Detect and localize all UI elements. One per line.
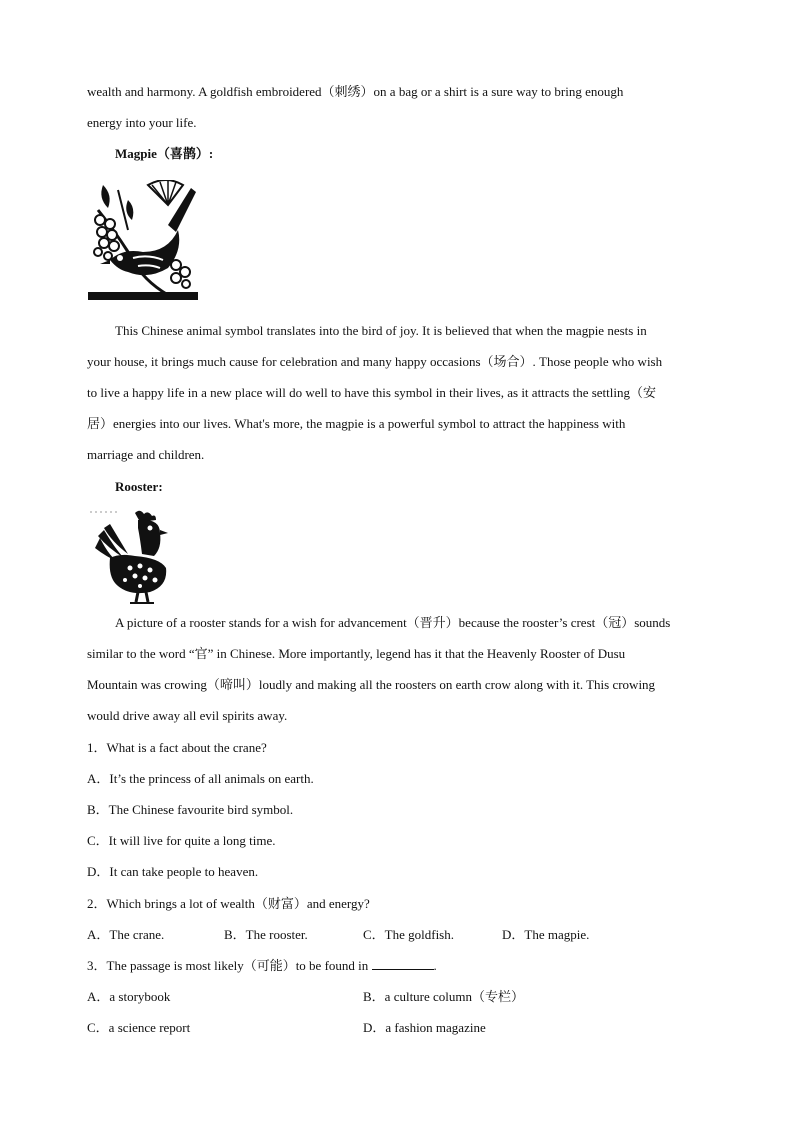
rooster-papercut-image [90,508,182,606]
question-3-stem-end: . [433,958,437,973]
passage-line: This Chinese animal symbol translates into the bird of joy. It is believed that when the magpie nests in [115,323,647,338]
question-2-option-c[interactable]: C．The goldfish. [363,927,454,942]
passage-line: marriage and children. [87,447,205,462]
passage-line: your house, it brings much cause for celebration and many happy occasions（场合）. Those people who wish [87,354,663,369]
passage-line: would drive away all evil spirits away. [87,708,288,723]
question-2-stem: 2．Which brings a lot of wealth（财富）and energy? [87,896,370,911]
passage-line: to live a happy life in a new place will do well to have this symbol in their lives, as it attracts the settling（安 [87,385,656,400]
passage-line: similar to the word “官” in Chinese. More importantly, legend has it that the Heavenly Rooster of Dusu [87,646,626,661]
question-3-stem-text: 3．The passage is most likely（可能）to be found in [87,958,369,973]
question-1-stem: 1．What is a fact about the crane? [87,740,267,755]
passage-line: wealth and harmony. A goldfish embroidered（刺绣）on a bag or a shirt is a sure way to bring enough [87,84,624,99]
question-1-option-c[interactable]: C．It will live for quite a long time. [87,833,276,848]
question-3-option-d[interactable]: D．a fashion magazine [363,1020,486,1035]
magpie-papercut-image [88,180,198,300]
question-1-option-a[interactable]: A．It’s the princess of all animals on earth. [87,771,314,786]
answer-blank[interactable] [372,957,434,970]
question-3-stem [87,957,437,975]
passage-line: Mountain was crowing（啼叫）loudly and making all the roosters on earth crow along with it. This crowing [87,677,656,692]
passage-line: 居）energies into our lives. What's more, the magpie is a powerful symbol to attract the happiness with [87,416,626,431]
passage-line: energy into your life. [87,115,197,130]
question-2-option-d[interactable]: D．The magpie. [502,927,590,942]
magpie-heading: Magpie（喜鹊）: [115,146,214,161]
question-1-option-b[interactable]: B．The Chinese favourite bird symbol. [87,802,294,817]
rooster-heading: Rooster: [115,479,163,494]
passage-line: A picture of a rooster stands for a wish for advancement（晋升）because the rooster’s crest（冠）sounds [115,615,671,630]
question-1-option-d[interactable]: D．It can take people to heaven. [87,864,259,879]
question-3-option-c[interactable]: C．a science report [87,1020,191,1035]
question-3-option-a[interactable]: A．a storybook [87,989,171,1004]
question-2-option-a[interactable]: A．The crane. [87,927,165,942]
question-2-option-b[interactable]: B．The rooster. [224,927,308,942]
question-3-option-b[interactable]: B．a culture column（专栏） [363,989,525,1004]
